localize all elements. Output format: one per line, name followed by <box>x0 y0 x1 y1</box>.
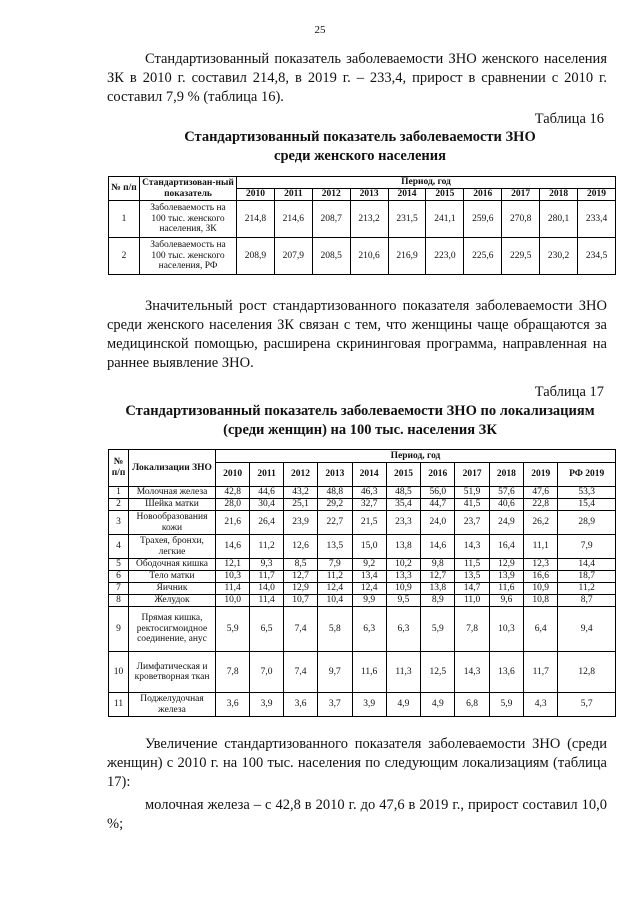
table16-cell: 207,9 <box>274 238 312 275</box>
table17-row <box>109 693 616 717</box>
table16-cell: 208,9 <box>237 238 275 275</box>
table16-cell: 208,5 <box>312 238 350 275</box>
table17-row-localization: Новообразования кожи <box>129 511 216 535</box>
table16-head-num: № п/п <box>109 177 140 201</box>
table17-cell: 7,4 <box>283 652 317 693</box>
table17-head-localization: Локализации ЗНО <box>129 450 216 487</box>
table17 <box>108 449 616 717</box>
table17-cell: 48,5 <box>386 487 420 499</box>
table17-rf-cell: 28,9 <box>558 511 616 535</box>
table17-rf-cell: 18,7 <box>558 571 616 583</box>
table17-cell: 10,0 <box>216 595 250 607</box>
table17-cell: 29,2 <box>318 499 352 511</box>
table17-cell: 10,9 <box>386 583 420 595</box>
table16-year-header: 2013 <box>350 189 388 201</box>
table17-cell: 16,6 <box>524 571 558 583</box>
table17-rf-cell: 7,9 <box>558 535 616 559</box>
table17-cell: 11,5 <box>455 559 489 571</box>
table17-cell: 14,3 <box>455 652 489 693</box>
table17-cell: 11,4 <box>250 595 284 607</box>
table17-cell: 9,8 <box>421 559 455 571</box>
table16-cell: 259,6 <box>464 201 502 238</box>
table17-cell: 11,6 <box>352 652 386 693</box>
table17-cell: 12,3 <box>524 559 558 571</box>
table17-row-localization: Желудок <box>129 595 216 607</box>
table17-cell: 7,9 <box>318 559 352 571</box>
table16-label: Таблица 16 <box>534 111 604 127</box>
table16-head-indicator: Стандартизован-ный показатель <box>140 177 237 201</box>
table16 <box>108 176 616 275</box>
table17-row-num: 10 <box>109 652 129 693</box>
table17-cell: 11,2 <box>318 571 352 583</box>
table17-cell: 11,2 <box>250 535 284 559</box>
table17-cell: 14,0 <box>250 583 284 595</box>
table17-year-header: 2013 <box>318 463 352 487</box>
table17-row-num: 2 <box>109 499 129 511</box>
table17-cell: 10,9 <box>524 583 558 595</box>
table17-rf-header: РФ 2019 <box>558 463 616 487</box>
table17-rf-cell: 15,4 <box>558 499 616 511</box>
table17-cell: 8,9 <box>421 595 455 607</box>
table17-rf-cell: 11,2 <box>558 583 616 595</box>
table17-cell: 13,4 <box>352 571 386 583</box>
table17-cell: 12,4 <box>352 583 386 595</box>
table17-cell: 13,8 <box>386 535 420 559</box>
table17-cell: 6,5 <box>250 607 284 652</box>
table17-cell: 3,6 <box>216 693 250 717</box>
table17-rf-cell: 12,8 <box>558 652 616 693</box>
table17-cell: 7,4 <box>283 607 317 652</box>
table17-cell: 9,6 <box>489 595 523 607</box>
table16-cell: 230,2 <box>540 238 578 275</box>
table16-cell: 234,5 <box>578 238 616 275</box>
table17-row-num: 5 <box>109 559 129 571</box>
table17-rf-cell: 9,4 <box>558 607 616 652</box>
table17-cell: 41,5 <box>455 499 489 511</box>
table17-cell: 56,0 <box>421 487 455 499</box>
table17-cell: 3,7 <box>318 693 352 717</box>
table17-row <box>109 511 616 535</box>
table17-cell: 13,5 <box>455 571 489 583</box>
table17-cell: 35,4 <box>386 499 420 511</box>
table17-cell: 22,7 <box>318 511 352 535</box>
table16-cell: 210,6 <box>350 238 388 275</box>
table17-cell: 10,2 <box>386 559 420 571</box>
table17-cell: 21,5 <box>352 511 386 535</box>
table17-cell: 11,4 <box>216 583 250 595</box>
table17-row <box>109 499 616 511</box>
table17-cell: 3,9 <box>250 693 284 717</box>
table17-row-num: 1 <box>109 487 129 499</box>
table17-cell: 7,0 <box>250 652 284 693</box>
table17-year-header: 2016 <box>421 463 455 487</box>
table17-cell: 14,6 <box>216 535 250 559</box>
table16-title: Стандартизованный показатель заболеваемости ЗНО среди женского населения <box>184 129 536 164</box>
table17-cell: 24,0 <box>421 511 455 535</box>
table17-rf-cell: 5,7 <box>558 693 616 717</box>
table16-year-header: 2014 <box>388 189 426 201</box>
table17-cell: 11,6 <box>489 583 523 595</box>
table17-row-num: 6 <box>109 571 129 583</box>
table17-cell: 23,7 <box>455 511 489 535</box>
table17-row-localization: Ободочная кишка <box>129 559 216 571</box>
table16-year-header: 2016 <box>464 189 502 201</box>
table17-year-header: 2014 <box>352 463 386 487</box>
table17-row-localization: Молочная железа <box>129 487 216 499</box>
table17-cell: 6,3 <box>386 607 420 652</box>
table17-cell: 44,7 <box>421 499 455 511</box>
table17-cell: 12,7 <box>283 571 317 583</box>
table16-cell: 214,8 <box>237 201 275 238</box>
table17-cell: 13,6 <box>489 652 523 693</box>
table17-row <box>109 571 616 583</box>
table17-row-num: 9 <box>109 607 129 652</box>
table17-cell: 5,8 <box>318 607 352 652</box>
table17-cell: 11,0 <box>455 595 489 607</box>
table17-cell: 4,9 <box>421 693 455 717</box>
table17-rf-cell: 53,3 <box>558 487 616 499</box>
table17-cell: 5,9 <box>216 607 250 652</box>
table17-cell: 9,9 <box>352 595 386 607</box>
table17-row-num: 8 <box>109 595 129 607</box>
table17-cell: 13,9 <box>489 571 523 583</box>
table17-year-header: 2011 <box>250 463 284 487</box>
table17-row <box>109 583 616 595</box>
table17-cell: 21,6 <box>216 511 250 535</box>
table17-cell: 26,4 <box>250 511 284 535</box>
table17-cell: 25,1 <box>283 499 317 511</box>
table16-cell: 223,0 <box>426 238 464 275</box>
table16-year-header: 2010 <box>237 189 275 201</box>
paragraph-growth: Значительный рост стандартизованного показателя заболеваемости ЗНО среди женского населения ЗК связан с тем, что женщины чаще обращаются за медицинской помощью, расширена скрининговая программа, направленная на раннее выявление ЗНО. <box>107 298 607 371</box>
table16-year-header: 2015 <box>426 189 464 201</box>
table17-cell: 32,7 <box>352 499 386 511</box>
table17-cell: 10,3 <box>216 571 250 583</box>
table17-cell: 9,3 <box>250 559 284 571</box>
table16-row-indicator: Заболеваемость на 100 тыс. женского населения, РФ <box>140 238 237 275</box>
table17-cell: 30,4 <box>250 499 284 511</box>
table16-year-header: 2017 <box>502 189 540 201</box>
table17-cell: 12,4 <box>318 583 352 595</box>
table17-cell: 11,7 <box>524 652 558 693</box>
table17-row-localization: Шейка матки <box>129 499 216 511</box>
table17-cell: 48,8 <box>318 487 352 499</box>
table17-cell: 12,1 <box>216 559 250 571</box>
table17-row <box>109 607 616 652</box>
table17-cell: 44,6 <box>250 487 284 499</box>
table16-cell: 229,5 <box>502 238 540 275</box>
table17-cell: 11,3 <box>386 652 420 693</box>
table16-cell: 233,4 <box>578 201 616 238</box>
table17-cell: 46,3 <box>352 487 386 499</box>
table17-cell: 14,3 <box>455 535 489 559</box>
table17-year-header: 2012 <box>283 463 317 487</box>
table17-row-localization: Трахея, бронхи, легкие <box>129 535 216 559</box>
table16-cell: 225,6 <box>464 238 502 275</box>
table17-cell: 12,9 <box>489 559 523 571</box>
table17-row-localization: Яичник <box>129 583 216 595</box>
table17-cell: 16,4 <box>489 535 523 559</box>
table17-cell: 40,6 <box>489 499 523 511</box>
table16-year-header: 2019 <box>578 189 616 201</box>
table16-cell: 280,1 <box>540 201 578 238</box>
table16-row <box>109 201 616 238</box>
table17-cell: 10,4 <box>318 595 352 607</box>
table17-head-num: № п/п <box>109 450 129 487</box>
table16-cell: 231,5 <box>388 201 426 238</box>
table17-cell: 7,8 <box>455 607 489 652</box>
table17-year-header: 2019 <box>524 463 558 487</box>
table16-cell: 216,9 <box>388 238 426 275</box>
table17-row-num: 7 <box>109 583 129 595</box>
table17-cell: 13,5 <box>318 535 352 559</box>
table17-cell: 12,9 <box>283 583 317 595</box>
table17-cell: 57,6 <box>489 487 523 499</box>
table17-cell: 12,7 <box>421 571 455 583</box>
table17-cell: 3,6 <box>283 693 317 717</box>
table17-row-localization: Тело матки <box>129 571 216 583</box>
table16-cell: 270,8 <box>502 201 540 238</box>
table17-row-num: 3 <box>109 511 129 535</box>
table17-cell: 8,5 <box>283 559 317 571</box>
table17-cell: 47,6 <box>524 487 558 499</box>
table17-label: Таблица 17 <box>534 384 604 400</box>
table16-row-num: 1 <box>109 201 140 238</box>
table17-cell: 10,7 <box>283 595 317 607</box>
table17-cell: 3,9 <box>352 693 386 717</box>
table17-cell: 23,3 <box>386 511 420 535</box>
paragraph-increase: Увеличение стандартизованного показателя заболеваемости ЗНО (среди женщин) с 2010 г. на 100 тыс. населения по следующим локализациям (таблица 17): <box>107 736 607 790</box>
table17-cell: 14,7 <box>455 583 489 595</box>
table16-row-indicator: Заболеваемость на 100 тыс. женского населения, ЗК <box>140 201 237 238</box>
table17-cell: 11,7 <box>250 571 284 583</box>
table17-row <box>109 652 616 693</box>
table17-cell: 15,0 <box>352 535 386 559</box>
table17-cell: 6,8 <box>455 693 489 717</box>
table17-cell: 12,5 <box>421 652 455 693</box>
table16-row <box>109 238 616 275</box>
table17-year-header: 2017 <box>455 463 489 487</box>
table17-head-period: Период, год <box>216 450 616 463</box>
table17-row <box>109 595 616 607</box>
table16-cell: 213,2 <box>350 201 388 238</box>
table17-year-header: 2010 <box>216 463 250 487</box>
table16-year-header: 2011 <box>274 189 312 201</box>
table17-cell: 10,3 <box>489 607 523 652</box>
table17-cell: 6,3 <box>352 607 386 652</box>
paragraph-intro: Стандартизованный показатель заболеваемости ЗНО женского населения ЗК в 2010 г. составил 214,8, в 2019 г. – 233,4, прирост в сравнении с 2010 г. составил 7,9 % (таблица 16). <box>107 51 607 105</box>
table17-rf-cell: 14,4 <box>558 559 616 571</box>
table17-cell: 5,9 <box>421 607 455 652</box>
table17-cell: 9,5 <box>386 595 420 607</box>
table17-cell: 10,8 <box>524 595 558 607</box>
table17-cell: 24,9 <box>489 511 523 535</box>
table17-cell: 51,9 <box>455 487 489 499</box>
table17-cell: 5,9 <box>489 693 523 717</box>
table17-cell: 4,9 <box>386 693 420 717</box>
table17-row-localization: Поджелудочная железа <box>129 693 216 717</box>
table17-row-localization: Лимфатическая и кроветворная ткан <box>129 652 216 693</box>
table17-cell: 12,6 <box>283 535 317 559</box>
table17-cell: 22,8 <box>524 499 558 511</box>
table17-cell: 9,2 <box>352 559 386 571</box>
table17-row-num: 11 <box>109 693 129 717</box>
table17-cell: 6,4 <box>524 607 558 652</box>
table17-cell: 28,0 <box>216 499 250 511</box>
table16-cell: 208,7 <box>312 201 350 238</box>
page-number: 25 <box>314 24 326 36</box>
table17-cell: 26,2 <box>524 511 558 535</box>
table17-rf-cell: 8,7 <box>558 595 616 607</box>
table17-cell: 13,8 <box>421 583 455 595</box>
table17-cell: 7,8 <box>216 652 250 693</box>
table17-cell: 9,7 <box>318 652 352 693</box>
table16-cell: 214,6 <box>274 201 312 238</box>
table17-cell: 13,3 <box>386 571 420 583</box>
table17-title: Стандартизованный показатель заболеваемости ЗНО по локализациям (среди женщин) на 100 тыс. населения ЗК <box>125 403 595 438</box>
table16-row-num: 2 <box>109 238 140 275</box>
table17-cell: 14,6 <box>421 535 455 559</box>
table16-head-period: Период, год <box>237 177 616 189</box>
table16-year-header: 2012 <box>312 189 350 201</box>
table17-cell: 4,3 <box>524 693 558 717</box>
table17-row <box>109 535 616 559</box>
table17-year-header: 2015 <box>386 463 420 487</box>
table17-row <box>109 487 616 499</box>
paragraph-breast: молочная железа – с 42,8 в 2010 г. до 47,6 в 2019 г., прирост составил 10,0 %; <box>107 797 607 832</box>
table17-cell: 11,1 <box>524 535 558 559</box>
table16-year-header: 2018 <box>540 189 578 201</box>
table17-row <box>109 559 616 571</box>
table16-cell: 241,1 <box>426 201 464 238</box>
table17-cell: 42,8 <box>216 487 250 499</box>
table17-row-localization: Прямая кишка, ректосигмоидное соединение, анус <box>129 607 216 652</box>
table17-year-header: 2018 <box>489 463 523 487</box>
table17-cell: 43,2 <box>283 487 317 499</box>
table17-cell: 23,9 <box>283 511 317 535</box>
table17-row-num: 4 <box>109 535 129 559</box>
